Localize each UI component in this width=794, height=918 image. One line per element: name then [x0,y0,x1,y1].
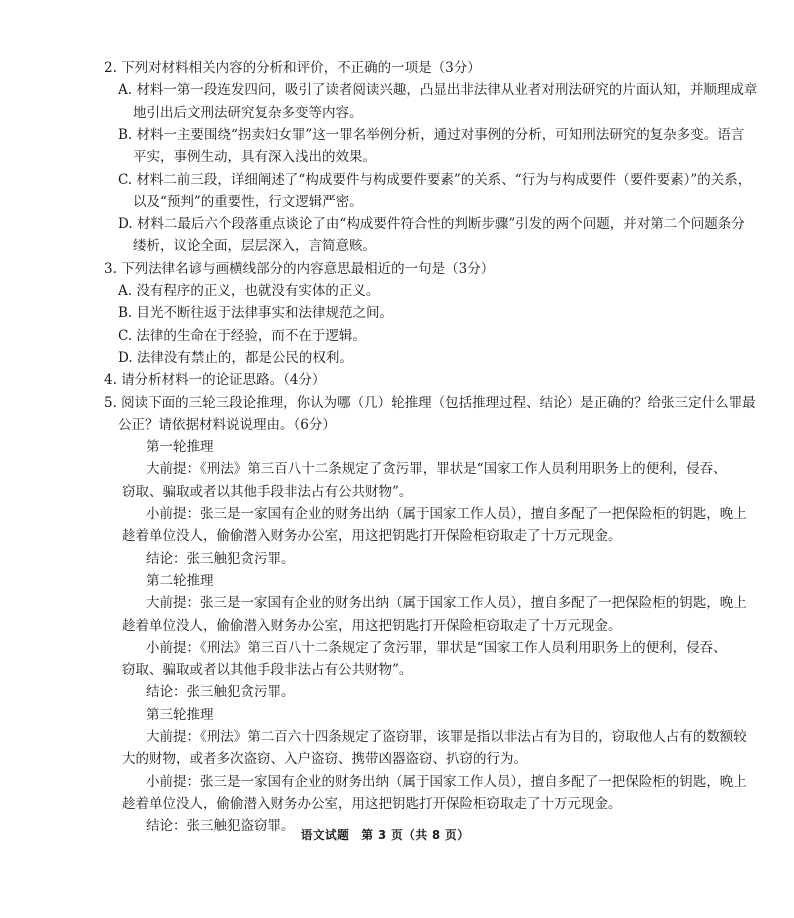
q2-option-d-line2: 缕析，议论全面，层层深入，言简意赅。 [133,238,376,255]
round1-major-line2: 窃取、骗取或者以其他手段非法占有公共财物”。 [122,483,413,500]
q3-stem: 3. 下列法律名谚与画横线部分的内容意思最相近的一句是（3分） [104,260,495,277]
round1-conclusion: 结论：张三触犯贪污罪。 [146,550,295,567]
q3-option-a: A. 没有程序的正义，也就没有实体的正义。 [118,283,380,299]
round1-major-line1: 大前提：《刑法》第三百八十二条规定了贪污罪，罪状是“国家工作人员利用职务上的便利，侵吞、 [146,461,727,478]
round2-title: 第二轮推理 [146,572,214,589]
q3-option-d: D. 法律没有禁止的，都是公民的权利。 [118,349,353,366]
q2-option-d-line1: D. 材料二最后六个段落重点谈论了由“构成要件符合性的判断步骤”引发的两个问题，并对第二个问题条分 [118,216,745,233]
round2-conclusion: 结论：张三触犯贪污罪。 [146,684,295,701]
q3-option-c: C. 法律的生命在于经验，而不在于逻辑。 [118,327,366,344]
round2-minor-line1: 小前提：《刑法》第三百八十二条规定了贪污罪，罪状是“国家工作人员利用职务上的便利，侵吞、 [146,639,727,656]
q2-stem: 2. 下列对材料相关内容的分析和评价，不正确的一项是（3分） [104,60,481,76]
q3-option-b: B. 目光不断往返于法律事实和法律规范之间。 [118,305,394,322]
q2-option-c-line1: C. 材料二前三段，详细阐述了“构成要件与构成要件要素”的关系、“行为与构成要件（要件要素）”的关系， [118,171,752,188]
round2-major-line1: 大前提：张三是一家国有企业的财务出纳（属于国家工作人员），擅自多配了一把保险柜的钥匙，晚上 [146,595,747,612]
q2-option-b-line1: B. 材料一主要围绕“拐卖妇女罪”这一罪名举例分析，通过对事例的分析，可知刑法研究的复杂多变。语言 [118,126,745,143]
q2-option-a-line1: A. 材料一第一段连发四问，吸引了读者阅读兴趣，凸显出非法律从业者对刑法研究的片面认知，并顺理成章 [118,82,758,99]
page-footer: 语文试题 第 3 页（共 8 页） [300,828,470,842]
round1-title: 第一轮推理 [146,439,214,456]
q5-stem-line1: 5. 阅读下面的三轮三段论推理，你认为哪（几）轮推理（包括推理过程、结论）是正确的？给张三定什么罪最 [104,394,756,411]
round3-minor-line1: 小前提：张三是一家国有企业的财务出纳（属于国家工作人员），擅自多配了一把保险柜的钥匙，晚上 [146,773,747,790]
q2-option-a-line2: 地引出后文刑法研究复杂多变等内容。 [133,104,363,121]
round3-major-line2: 大的财物，或者多次盗窃、入户盗窃、携带凶器盗窃、扒窃的行为。 [122,751,527,768]
round2-major-line2: 趁着单位没人，偷偷潜入财务办公室，用这把钥匙打开保险柜窃取走了十万元现金。 [122,617,622,634]
round1-minor-line2: 趁着单位没人，偷偷潜入财务办公室，用这把钥匙打开保险柜窃取走了十万元现金。 [122,528,622,545]
q4-stem: 4. 请分析材料一的论证思路。（4分） [104,372,326,389]
round2-minor-line2: 窃取、骗取或者以其他手段非法占有公共财物”。 [122,662,413,679]
round3-major-line1: 大前提：《刑法》第二百六十四条规定了盗窃罪，该罪是指以非法占有为目的，窃取他人占有的数额较 [146,729,747,745]
q2-option-c-line2: 以及“预判”的重要性，行文逻辑严密。 [133,193,363,210]
q5-stem-line2: 公正？请依据材料说说理由。（6分） [118,416,336,433]
round3-conclusion: 结论：张三触犯盗窃罪。 [146,818,295,835]
round3-title: 第三轮推理 [146,706,214,723]
round1-minor-line1: 小前提：张三是一家国有企业的财务出纳（属于国家工作人员），擅自多配了一把保险柜的钥匙，晚上 [146,506,747,522]
q2-option-b-line2: 平实，事例生动，具有深入浅出的效果。 [133,149,376,166]
round3-minor-line2: 趁着单位没人，偷偷潜入财务办公室，用这把钥匙打开保险柜窃取走了十万元现金。 [122,795,622,812]
